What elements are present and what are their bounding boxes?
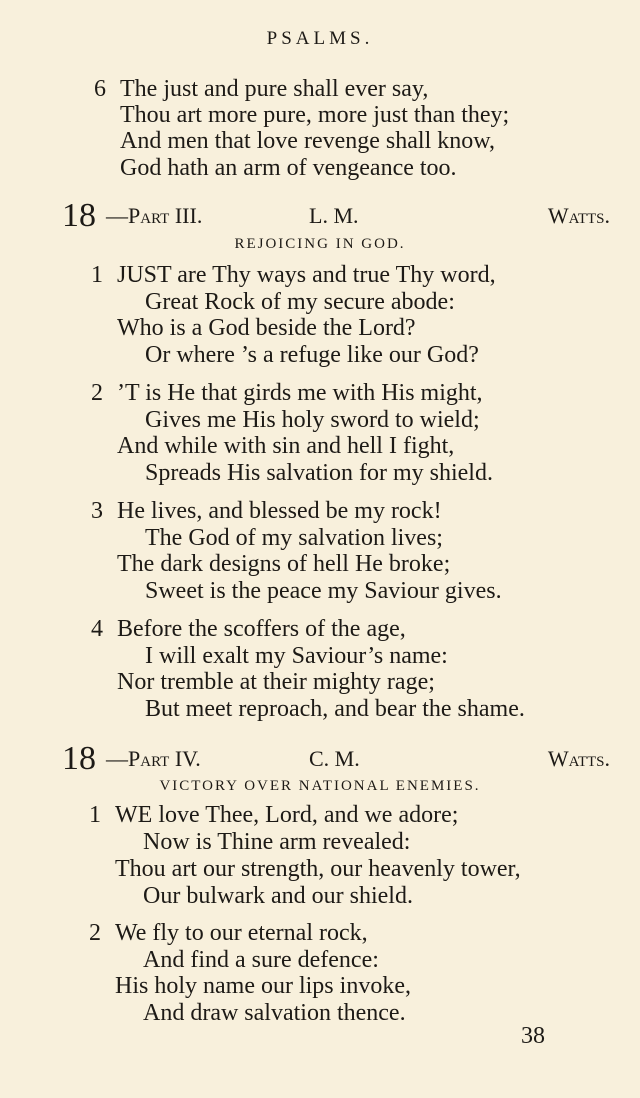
hymn-heading [0,741,640,781]
verse-line: WE love Thee, Lord, and we adore; [115,802,459,828]
hymn-meter: L. M. [309,203,359,228]
verse-line: Great Rock of my secure abode: [145,289,455,315]
stanza-number: 3 [91,498,103,524]
verse-line: Spreads His salvation for my shield. [145,460,493,486]
verse-line: Nor tremble at their mighty rage; [117,669,435,695]
running-title: PSALMS. [266,28,374,49]
verse-line: Thou art our strength, our heavenly tower, [115,856,521,882]
hymn-heading [0,198,640,238]
verse-line: But meet reproach, and bear the shame. [145,696,525,722]
verse-line: Or where ’s a refuge like our God? [145,342,479,368]
stanza-number: 1 [91,262,103,288]
verse-line: Gives me His holy sword to wield; [145,407,480,433]
verse-line: And while with sin and hell I fight, [117,433,455,459]
verse-line: The dark designs of hell He broke; [117,551,451,577]
verse-line: JUST are Thy ways and true Thy word, [117,262,496,288]
verse-line: And men that love revenge shall know, [120,128,496,154]
verse-line: We fly to our eternal rock, [115,920,368,946]
stanza-number: 2 [91,380,103,406]
stanza-number: 6 [94,76,106,102]
stanza-number: 2 [89,920,101,946]
hymn-part: —Part IV. [106,746,201,771]
verse-line: I will exalt my Saviour’s name: [145,643,448,669]
hymn-author: Watts. [547,746,610,771]
verse-line: Thou art more pure, more just than they; [120,102,510,128]
verse-line: And draw salvation thence. [143,1000,406,1026]
hymn-part: —Part III. [106,203,203,228]
verse-line: And find a sure defence: [143,947,379,973]
verse-line: He lives, and blessed be my rock! [117,498,442,524]
verse-line: Before the scoffers of the age, [117,616,406,642]
verse-line: God hath an arm of vengeance too. [120,155,457,181]
hymn-meter: C. M. [309,746,360,771]
verse-line: Who is a God beside the Lord? [117,315,416,341]
verse-line: The just and pure shall ever say, [120,76,429,102]
page-number: 38 [521,1023,545,1049]
hymn-subtitle: VICTORY OVER NATIONAL ENEMIES. [159,778,481,794]
verse-line: Our bulwark and our shield. [143,883,413,909]
stanza-number: 1 [89,802,101,828]
verse-line: The God of my salvation lives; [145,525,443,551]
hymn-author: Watts. [547,203,610,228]
hymn-number: 18 [62,197,96,234]
hymn-subtitle: REJOICING IN GOD. [234,236,406,252]
stanza-number: 4 [91,616,103,642]
verse-line: Sweet is the peace my Saviour gives. [145,578,502,604]
verse-line: His holy name our lips invoke, [115,973,411,999]
hymn-number: 18 [62,740,96,777]
verse-line: ’T is He that girds me with His might, [117,380,483,406]
verse-line: Now is Thine arm revealed: [143,829,411,855]
